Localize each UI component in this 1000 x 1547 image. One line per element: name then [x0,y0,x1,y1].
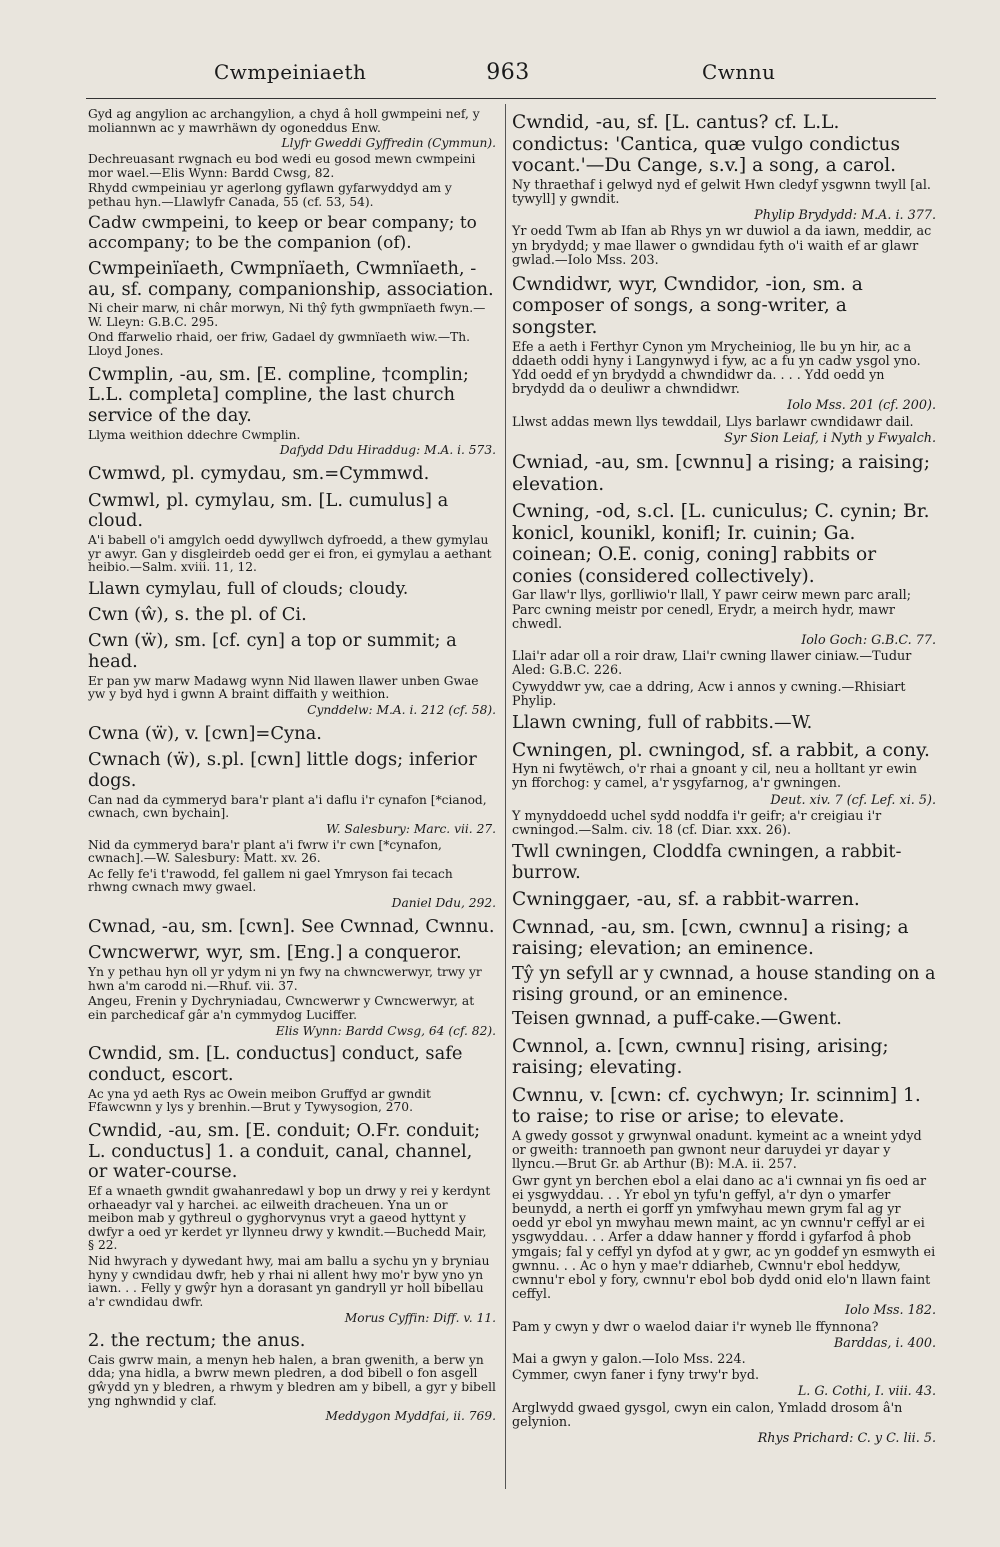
citation: Angeu, Frenin y Dychryniadau, Cwncwerwr y Cwncwerwyr, at ein parchedicaf gâr a'n cymmydog Luciffer. [88,994,475,1022]
headword-entry: Cwnnol, a. [cwn, cwnnu] rising, arising; raising; elevating. [512,1035,889,1079]
left-column [88,106,496,1426]
citation-source: Deut. xiv. 7 (cf. Lef. xi. 5). [770,792,936,808]
citation: Llai'r adar oll a roir draw, Llai'r cwning llawer ciniaw.—Tudur Aled: G.B.C. 226. [512,649,912,679]
citation-source: Iolo Mss. 182. [844,1303,936,1319]
headword-entry: Cwndid, sm. [L. conductus] conduct, safe conduct, escort. [88,1043,463,1085]
citation: A gwedy gossot y grwynwal onadunt. kymeint ac a wneint ydyd or gweith: trannoeth pan gwnont neur daruydei yr dayar y llyncu.—Brut Gr. ab Arthur (B): M.A. ii. 257. [512,1129,922,1173]
citation: Ac felly fe'i t'rawodd, fel gallem ni gael Ymryson fai tecach rhwng cwnach mwy gwael. [88,866,453,895]
headword-entry: Cwninggaer, -au, sf. a rabbit-warren. [512,889,860,911]
citation: Ac yna yd aeth Rys ac Owein meibon Gruffyd ar gwndit Ffawcwnn y lys y brenhin.—Brut y Tywysogion, 270. [88,1086,431,1115]
citation: Ond ffarwelio rhaid, oer friw, Gadael dy gwmnïaeth wiw.—Th. Lloyd Jones. [88,330,470,359]
headword-entry: Cwniad, -au, sm. [cwnnu] a rising; a raising; elevation. [512,452,930,495]
citation-source: Iolo Mss. 201 (cf. 200). [787,398,936,414]
citation-source: Cynddelw: M.A. i. 212 (cf. 58). [307,703,496,718]
citation: Arglwydd gwaed gysgol, cwyn ein calon, Ymladd drosom â'n gelynion. [512,1400,903,1430]
headword-entry: Cwmwd, pl. cymydau, sm.=Cymmwd. [88,463,430,485]
headword-entry: Cwnnu, v. [cwn: cf. cychwyn; Ir. scinnim] 1. to raise; to rise or arise; to elevate. [512,1084,921,1128]
headword-entry: Cwncwerwr, wyr, sm. [Eng.] a conqueror. [88,942,462,964]
citation: Llwst addas mewn llys tewddail, Llys barlawr cwndidawr dail. [512,414,914,430]
headword-entry: Cwna (ẅ), v. [cwn]=Cyna. [88,722,322,744]
citation: Nid da cymmeryd bara'r plant a'i fwrw i'r cwn [*cynafon, cwnach].—W. Salesbury: Matt. xv. 26. [88,837,442,866]
right-column [512,106,936,1448]
citation: A'i babell o'i amgylch oedd dywyllwch dyfroedd, a thew gymylau yr awyr. Gan y disgleirdeb oedd ger ei fron, ei gymylau a aethant heibio.—Salm. xviii. 11, 12. [88,533,492,575]
phrase: Llawn cymylau, full of clouds; cloudy. [88,577,409,598]
citation-source: Meddygon Myddfai, ii. 769. [325,1409,496,1424]
citation: Cymmer, cwyn faner i fyny trwy'r byd. [512,1368,760,1384]
headword-entry: Cwnach (ẅ), s.pl. [cwn] little dogs; inferior dogs. [88,749,477,792]
phrase: Twll cwningen, Cloddfa cwningen, a rabbit-burrow. [512,842,902,883]
page-number: 963 [486,60,530,85]
citation: Pam y cwyn y dwr o waelod daiar i'r wyneb lle ffynnona? [512,1319,879,1335]
citation: Nid hwyrach y dywedant hwy, mai am ballu a sychu yn y bryniau hyny y cwndidau dwfr, heb y rhai ni allent hwy mo'r byw yno yn iawn. . . Felly y gwŷr hyn a dorasant yn gandryll yr holl bibellau a'r cwndidau dwfr. [88,1254,490,1309]
citation-source: Barddas, i. 400. [833,1335,936,1351]
citation: Ni cheir marw, ni châr morwyn, Ni thŷ fyth gwmpnïaeth fwyn.—W. Lleyn: G.B.C. 295. [88,301,486,329]
headword-entry: Cwn (ŵ), s. the pl. of Ci. [88,603,307,625]
header-rule [86,98,936,99]
citation-source: Elis Wynn: Bardd Cwsg, 64 (cf. 82). [275,1023,496,1038]
citation: Er pan yw marw Madawg wynn Nid llawen llawer unben Gwae yw y byd hyd i gwnn A braint diffaith y weithion. [88,673,479,702]
headword-entry: Cwmpeinïaeth, Cwmpnïaeth, Cwmnïaeth, -au, sf. company, companionship, association. [88,257,494,300]
citation-source: Syr Sion Leiaf, i Nyth y Fwyalch. [724,430,936,446]
citation: Efe a aeth i Ferthyr Cynon ym Mrycheiniog, lle bu yn hir, ac a ddaeth oddi hyny i Langynwyd i fyw, ac a fu yn cadw ysgol yno. Ydd oedd ef yn brydydd a chwndidwr da. . . . Ydd oedd yn brydydd da o deuliwr a chwndidwr. [512,339,921,398]
citation: Gyd ag angylion ac archangylion, a chyd â holl gwmpeini nef, y moliannwn ac y mawrhäwn dy ogoneddus Enw. [88,107,480,135]
citation-source: Morus Cyffin: Diff. v. 11. [344,1310,496,1325]
running-head-right: Cwnnu [702,60,776,84]
citation: Y mynyddoedd uchel sydd noddfa i'r geifr; a'r creigiau i'r cwningod.—Salm. civ. 18 (cf. Diar. xxx. 26). [512,808,882,838]
headword-entry: Cwn (ẅ), sm. [cf. cyn] a top or summit; a head. [88,630,457,673]
headword-entry: Cwndid, -au, sm. [E. conduit; O.Fr. conduit; L. conductus] 1. a conduit, canal, channel, or water-course. [88,1119,481,1183]
citation: Cywyddwr yw, cae a ddring, Acw i annos y cwning.—Rhisiart Phylip. [512,679,906,709]
citation-source: Rhys Prichard: C. y C. lii. 5. [757,1431,936,1447]
citation-source: Llyfr Gweddi Gyffredin (Cymmun). [281,136,496,151]
headword-entry: Cwmplin, -au, sm. [E. compline, †complin; L.L. completa] compline, the last church service of the day. [88,363,469,427]
phrase: Llawn cwning, full of rabbits.—W. [512,713,813,734]
phrase: Teisen gwnnad, a puff-cake.—Gwent. [512,1009,842,1030]
citation: Cais gwrw main, a menyn heb halen, a bran gwenith, a berw yn dda; yna hidla, a bwrw mewn pledren, a dod bibell o fon asgell gŵydd yn y bledren, a rhwym y bledren am y bibell, a gyr y bibell yng nghwndid y claf. [88,1352,496,1408]
citation: Yn y pethau hyn oll yr ydym ni yn fwy na chwncwerwyr, trwy yr hwn a'm carodd ni.—Rhuf. vii. 37. [88,965,482,993]
phrase: Tŷ yn sefyll ar y cwnnad, a house standing on a rising ground, or an eminence. [512,964,936,1005]
headword-entry: Cwnnad, -au, sm. [cwn, cwnnu] a rising; a raising; elevation; an eminence. [512,916,909,960]
citation-source: Iolo Goch: G.B.C. 77. [801,633,936,648]
headword-entry: Cwningen, pl. cwningod, sf. a rabbit, a cony. [512,739,930,761]
headword-entry: Cwndid, -au, sf. [L. cantus? cf. L.L. condictus: 'Cantica, quæ vulgo condictus vocant.'—Du Cange, s.v.] a song, a carol. [512,112,901,177]
citation: Gar llaw'r llys, gorlliwio'r llall, Y pawr ceirw mewn parc arall; Parc cwning meistr por cenedl, Erydr, a meirch hydr, mawr chwedl. [512,588,912,632]
citation: Can nad da cymmeryd bara'r plant a'i daflu i'r cynafon [*cianod, cwnach, cwn bychain]. [88,792,487,821]
citation: Gwr gynt yn berchen ebol a elai dano ac a'i cwnnai yn fis oed ar ei ysgwyddau. . . Yr ebol yn tyfu'n geffyl, a'r dyn o ymarfer beunydd, a nerth ei gorff yn ymfwyhau mewn grym fal ag yr oedd yr ebol yn mwyhau mewn maint, ac yn cwnnu'r ceffyl ar ei ysgwyddau. . . Arfer a ddaw hanner y ffordd i gyfarfod â phob ymgais; fal y ceffyl yn dyfod at y gwr, ac yn goddef yn esmwyth ei gwnnu. . . Ac o hyn y mae'r ddiarheb, Cwnnu'r ebol heddyw, cwnnu'r ebol y fory, cwnnu'r ebol bob dydd onid elo'n llawn faint ceffyl. [512,1173,936,1303]
headword-entry: Cwnad, -au, sm. [cwn]. See Cwnnad, Cwnnu. [88,915,495,937]
citation: Yr oedd Twm ab Ifan ab Rhys yn wr duwiol a da iawn, meddir, ac yn brydydd; y mae llawer o gwndidau fyth o'i waith ef ar glawr gwlad.—Iolo Mss. 203. [512,224,932,268]
citation-source: L. G. Cothi, I. viii. 43. [797,1384,936,1400]
running-head-left: Cwmpeiniaeth [214,60,367,84]
headword-entry: Cwndidwr, wyr, Cwndidor, -ion, sm. a composer of songs, a song-writer, a songster. [512,273,863,339]
citation: Hyn ni fwytëwch, o'r rhai a gnoant y cil, neu a holltant yr ewin yn fforchog: y camel, a'r ysgyfarnog, a'r gwningen. [512,762,917,792]
headword-entry: 2. the rectum; the anus. [88,1330,306,1352]
citation: Dechreuasant rwgnach eu bod wedi eu gosod mewn cwmpeini mor wael.—Elis Wynn: Bardd Cwsg, 82. [88,151,476,180]
citation: Ef a wnaeth gwndit gwahanredawl y bop un drwy y rei y kerdynt orhaeadyr val y harchei. ac eilweith dracheuen. Yna un or meibon mab y gythreul o gyghorvynus vryt a gaeod hyttynt y dwfyr a oed yr kerdet yr llynneu drwy y kwndit.—Buchedd Mair, § 22. [88,1183,491,1253]
citation: Rhydd cwmpeiniau yr agerlong gyflawn gyfarwyddyd am y pethau hyn.—Llawlyfr Canada, 55 (cf. 53, 54). [88,181,452,209]
citation: Mai a gwyn y galon.—Iolo Mss. 224. [512,1352,746,1368]
citation-source: Daniel Ddu, 292. [391,896,496,911]
column-divider [505,104,506,1489]
phrase: Cadw cwmpeini, to keep or bear company; to accompany; to be the companion (of). [88,212,477,253]
citation-source: Dafydd Ddu Hiraddug: M.A. i. 573. [279,443,496,458]
citation: Ny thraethaf i gelwyd nyd ef gelwit Hwn cledyf ysgwnn twyll [al. tywyll] y gwndit. [512,177,931,207]
headword-entry: Cwning, -od, s.cl. [L. cuniculus; C. cynin; Br. konicl, kounikl, konifl; Ir. cuinin; Ga. coinean; O.E. conig, coning] rabbits or conies (considered collectively). [512,501,930,587]
citation-source: Phylip Brydydd: M.A. i. 377. [754,208,936,224]
citation: Llyma weithion ddechre Cwmplin. [88,427,301,442]
citation-source: W. Salesbury: Marc. vii. 27. [326,821,496,836]
headword-entry: Cwmwl, pl. cymylau, sm. [L. cumulus] a cloud. [88,489,449,532]
